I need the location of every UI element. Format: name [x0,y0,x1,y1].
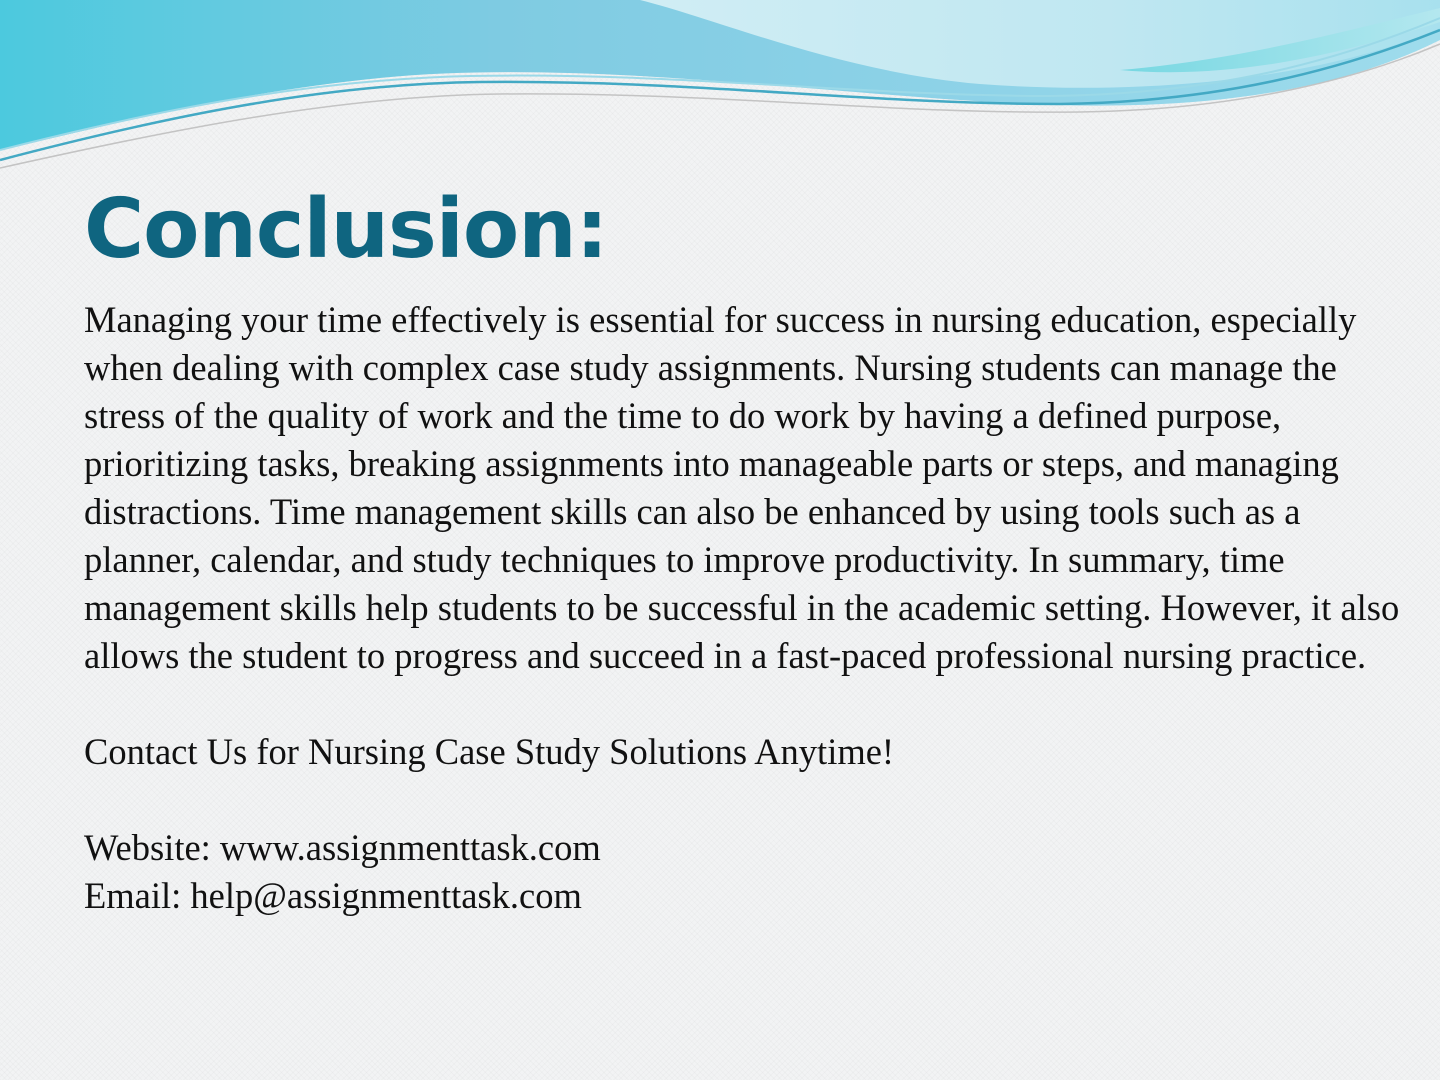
slide-body [84,296,1404,920]
slide-title: Conclusion: [84,182,608,277]
website-line: Website: www.assignmenttask.com [84,827,601,868]
spacer [84,680,1404,728]
contact-line: Contact Us for Nursing Case Study Solutions Anytime! [84,731,895,772]
conclusion-paragraph: Managing your time effectively is essential for success in nursing education, especially when dealing with complex case study assignments. Nursing students can manage the stress of the quality of work and the time to do work by having a defined purpose, prioritizing tasks, breaking assignments into manageable parts or steps, and managing distractions. Time management skills can also be enhanced by using tools such as a planner, calendar, and study techniques to improve productivity. In summary, time management skills help students to be successful in the academic setting. However, it also allows the student to progress and succeed in a fast-paced professional nursing practice. [84,299,1400,676]
email-line: Email: help@assignmenttask.com [84,875,582,916]
decorative-wave-banner [0,0,1440,180]
spacer [84,776,1404,824]
